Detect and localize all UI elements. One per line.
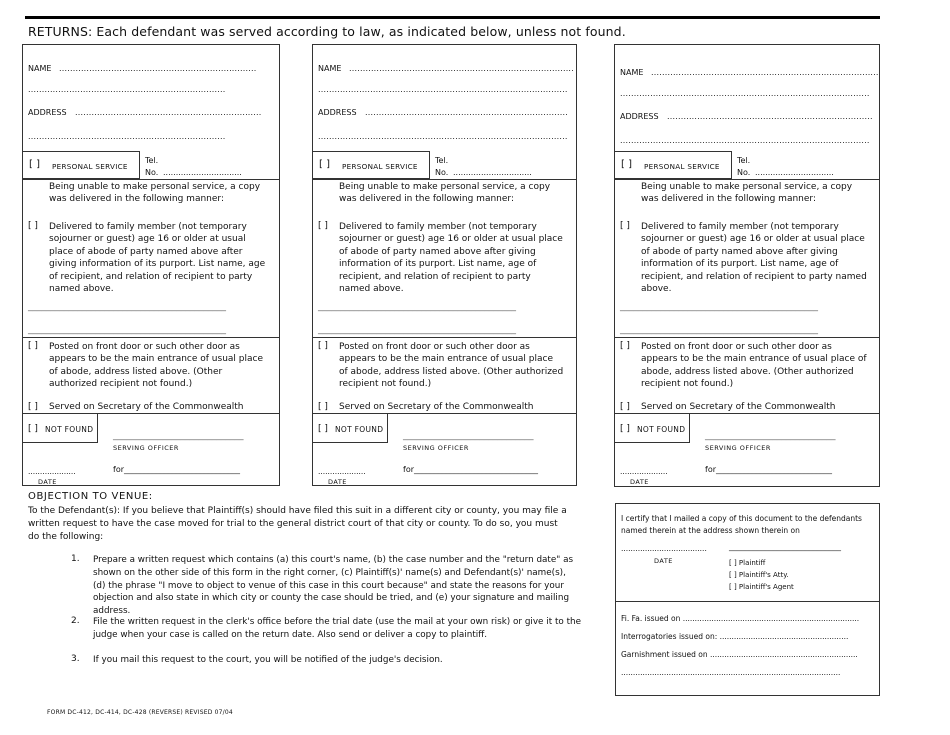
address-field[interactable]: ........................................................................... — [667, 112, 873, 121]
certify-text: I certify that I mailed a copy of this document to the defendants named therein at the address shown therein on — [621, 514, 862, 535]
tel-no-label: No. — [145, 168, 159, 177]
address-field-line2[interactable]: ........................................................................................... — [318, 132, 568, 141]
tel-number-field[interactable]: ............................... — [453, 168, 532, 177]
certify-date-label: DATE — [654, 557, 673, 565]
for-line[interactable]: for_______________________________ — [403, 465, 538, 474]
served-checkbox[interactable]: [ ] — [318, 402, 328, 412]
served-checkbox[interactable]: [ ] — [620, 402, 630, 412]
posted-divider — [313, 337, 576, 338]
tel-label: Tel. — [737, 156, 751, 165]
name-field-line2[interactable]: ........................................................................................... — [318, 85, 568, 94]
served-checkbox[interactable]: [ ] — [28, 402, 38, 412]
date-field[interactable]: .................... — [28, 467, 76, 476]
objection-title: OBJECTION TO VENUE: — [28, 491, 153, 502]
item-2-text: File the written request in the clerk's office before the trial date (use the mail at your own risk) or give it to the judge when your case is called on the return date. Also send or deliver a copy to plaintiff. — [93, 617, 582, 640]
personal-service-checkbox[interactable]: [ ] — [319, 159, 330, 170]
recipient-line-2[interactable]: ____________________________________________ — [318, 325, 516, 335]
address-field[interactable]: .................................................................... — [75, 108, 262, 117]
name-field-line2[interactable]: ........................................................................................... — [620, 89, 870, 98]
address-field[interactable]: .......................................................................... — [365, 108, 568, 117]
tel-label: Tel. — [145, 156, 159, 165]
date-label: DATE — [38, 478, 57, 486]
option-plaintiff-atty[interactable]: [ ] Plaintiff's Atty. — [729, 571, 789, 579]
for-line[interactable]: for_____________________________ — [705, 465, 832, 474]
posted-text: Posted on front door or such other door as appears to be the main entrance of usual place of abode, address listed above. (Other authorized recipient not found.) — [49, 342, 263, 390]
item-3-text: If you mail this request to the court, you will be notified of the judge's decision. — [93, 655, 443, 665]
personal-service-label: PERSONAL SERVICE — [342, 162, 418, 171]
item-3-number: 3. — [71, 654, 80, 664]
address-label: ADDRESS — [28, 108, 67, 117]
date-label: DATE — [328, 478, 347, 486]
for-line[interactable]: for_____________________________ — [113, 465, 240, 474]
recipient-line-1[interactable]: ____________________________________________ — [620, 302, 818, 312]
posted-text: Posted on front door or such other door as appears to be the main entrance of usual place of abode, address listed above. (Other authorized recipient not found.) — [641, 342, 867, 390]
delivered-text: Delivered to family member (not temporary sojourner or guest) age 16 or older at usual place of abode of party named above after giving information of its purport. List name, age of recipient, and relation of recipient to party named above. — [641, 222, 867, 295]
name-field-line2[interactable]: ........................................................................ — [28, 85, 226, 94]
serving-officer-line[interactable]: _____________________________ — [705, 431, 836, 441]
posted-checkbox[interactable]: [ ] — [318, 341, 328, 351]
item-2-number: 2. — [71, 616, 80, 626]
delivered-checkbox[interactable]: [ ] — [620, 221, 630, 231]
personal-service-checkbox[interactable]: [ ] — [29, 159, 40, 170]
name-field[interactable]: ........................................................................ — [59, 64, 257, 73]
certify-box — [615, 503, 880, 696]
objection-intro: To the Defendant(s): If you believe that Plaintiff(s) should have filed this suit in a different city or county, you may file a written request to have the case moved for trial to the general district court of that city or county. To do so, you must do the following: — [28, 506, 567, 542]
tel-number-field[interactable]: ............................... — [755, 168, 834, 177]
interrogatories-issued[interactable]: Interrogatories issued on: ...................................................... — [621, 632, 849, 641]
served-text: Served on Secretary of the Commonwealth — [49, 402, 244, 412]
personal-service-divider — [615, 179, 879, 180]
form-id: FORM DC-412, DC-414, DC-428 (REVERSE) REVISED 07/04 — [47, 709, 233, 716]
recipient-line-2[interactable]: ____________________________________________ — [620, 325, 818, 335]
not-found-label: NOT FOUND — [335, 425, 384, 434]
personal-service-checkbox[interactable]: [ ] — [621, 159, 632, 170]
top-rule — [25, 16, 880, 19]
posted-checkbox[interactable]: [ ] — [28, 341, 38, 351]
delivered-text: Delivered to family member (not temporary sojourner or guest) age 16 or older at usual place of abode of party named above after giving information of its purport. List name, age of recipient, and relation of recipient to party named above. — [49, 222, 266, 295]
date-field[interactable]: .................... — [620, 467, 668, 476]
posted-divider — [615, 337, 879, 338]
option-plaintiff-agent[interactable]: [ ] Plaintiff's Agent — [729, 583, 794, 591]
item-1-number: 1. — [71, 554, 80, 564]
blank-issued[interactable]: ............................................................................................ — [621, 668, 841, 677]
posted-checkbox[interactable]: [ ] — [620, 341, 630, 351]
served-text: Served on Secretary of the Commonwealth — [339, 402, 534, 412]
delivered-checkbox[interactable]: [ ] — [28, 221, 38, 231]
not-found-checkbox[interactable]: [ ] — [28, 424, 38, 434]
address-field-line2[interactable]: ........................................................................ — [28, 132, 226, 141]
item-1-text: Prepare a written request which contains (a) this court's name, (b) the case number and the "return date" as shown on the other side of this form in the right corner, (c) Plaintiff(s)' name(s) and Defendant(s)' name(s), (d) the phrase "I move to object to venue of this case in this court because" and state the reasons for your objection and also state in which city or county the case should be tried, and (e) your signature and mailing address. — [93, 555, 574, 617]
return-column-3 — [614, 44, 880, 487]
certify-signature-line[interactable]: ____________________________ — [729, 542, 841, 551]
personal-service-divider — [313, 179, 576, 180]
tel-label: Tel. — [435, 156, 449, 165]
posted-divider — [23, 337, 279, 338]
return-column-2 — [312, 44, 577, 486]
name-label: NAME — [620, 68, 644, 77]
certify-divider — [616, 601, 879, 602]
certify-date-field[interactable]: .................................... — [621, 544, 707, 553]
name-label: NAME — [28, 64, 52, 73]
name-field[interactable]: .................................................................................. — [349, 64, 574, 73]
name-field[interactable]: ................................................................................... — [651, 68, 879, 77]
option-plaintiff[interactable]: [ ] Plaintiff — [729, 559, 766, 567]
address-label: ADDRESS — [318, 108, 357, 117]
name-label: NAME — [318, 64, 342, 73]
serving-officer-label: SERVING OFFICER — [113, 444, 179, 452]
tel-no-label: No. — [435, 168, 449, 177]
tel-no-label: No. — [737, 168, 751, 177]
not-found-label: NOT FOUND — [45, 425, 94, 434]
not-found-checkbox[interactable]: [ ] — [318, 424, 328, 434]
address-label: ADDRESS — [620, 112, 659, 121]
unable-text: Being unable to make personal service, a copy was delivered in the following manner: — [339, 182, 551, 205]
serving-officer-label: SERVING OFFICER — [403, 444, 469, 452]
date-label: DATE — [630, 478, 649, 486]
recipient-line-1[interactable]: ____________________________________________ — [28, 302, 226, 312]
personal-service-label: PERSONAL SERVICE — [52, 162, 128, 171]
fifa-issued[interactable]: Fi. Fa. issued on .......................................................................... — [621, 614, 860, 623]
personal-service-label: PERSONAL SERVICE — [644, 162, 720, 171]
delivered-checkbox[interactable]: [ ] — [318, 221, 328, 231]
personal-service-divider — [23, 179, 279, 180]
served-text: Served on Secretary of the Commonwealth — [641, 402, 836, 412]
date-field[interactable]: .................... — [318, 467, 366, 476]
delivered-text: Delivered to family member (not temporary sojourner or guest) age 16 or older at usual place of abode of party named above after giving information of its purport. List name, age of recipient, and relation of recipient to party named above. — [339, 222, 563, 295]
recipient-line-1[interactable]: ____________________________________________ — [318, 302, 516, 312]
unable-text: Being unable to make personal service, a copy was delivered in the following manner: — [49, 182, 261, 205]
serving-officer-line[interactable]: _____________________________ — [113, 431, 244, 441]
serving-officer-line[interactable]: _____________________________ — [403, 431, 534, 441]
not-found-checkbox[interactable]: [ ] — [620, 424, 630, 434]
unable-text: Being unable to make personal service, a copy was delivered in the following manner: — [641, 182, 853, 205]
address-field-line2[interactable]: ........................................................................................... — [620, 136, 870, 145]
posted-text: Posted on front door or such other door as appears to be the main entrance of usual place of abode, address listed above. (Other authorized recipient not found.) — [339, 342, 564, 390]
serving-officer-label: SERVING OFFICER — [705, 444, 771, 452]
garnishment-issued[interactable]: Garnishment issued on .............................................................. — [621, 650, 858, 659]
tel-number-field[interactable]: ............................... — [163, 168, 242, 177]
not-found-label: NOT FOUND — [637, 425, 686, 434]
recipient-line-2[interactable]: ____________________________________________ — [28, 325, 226, 335]
return-column-1 — [22, 44, 280, 486]
returns-header: RETURNS: Each defendant was served according to law, as indicated below, unless not found. — [28, 24, 626, 39]
